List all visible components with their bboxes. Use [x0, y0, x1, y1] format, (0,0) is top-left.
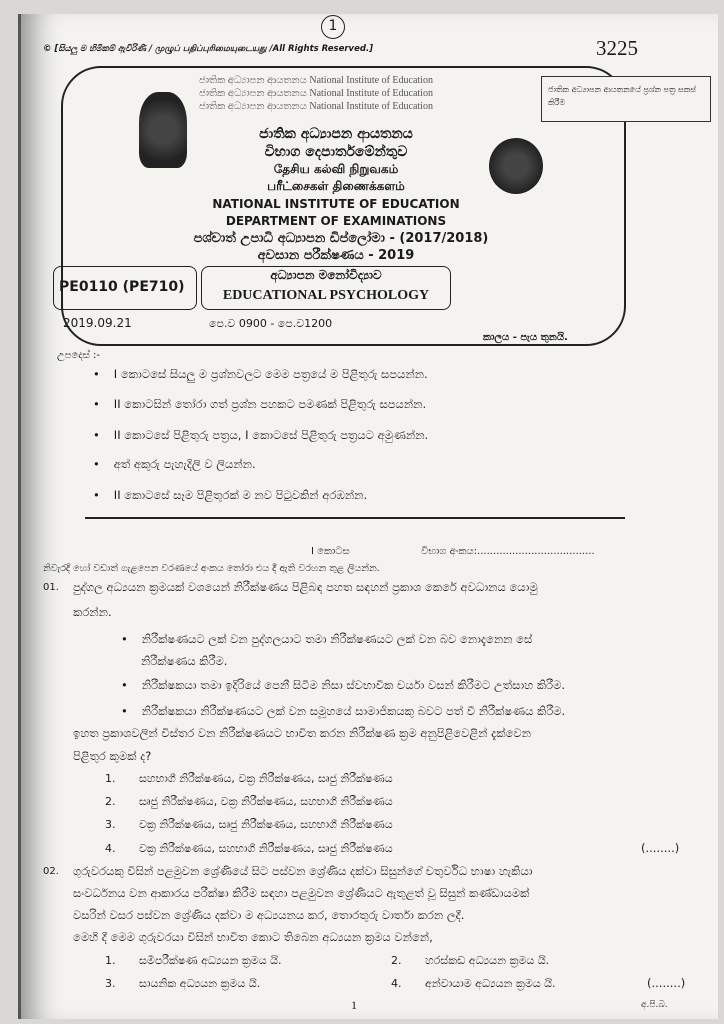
q1-statement: • නිරීක්ෂකයා තමා ඉදිරියේ පෙනී සිටීම නිසා ස්වභාවික චර්යා වසන් කිරීමට උත්සාහ කිරීම.	[121, 678, 565, 693]
institute-ta: தேசிய கல்வி நிறுவகம்	[273, 162, 399, 176]
option-text: අන්වායාම අධ්‍යයන ක්‍රමය යි.	[425, 977, 556, 990]
option-number: 3.	[105, 977, 116, 990]
instructions-title: උපදෙස් :-	[57, 350, 100, 361]
part-direction: නිවැරදි හෝ වඩාත් ගැළපෙන වරණයේ අංකය තෝරා එය දී ඇති වරහන තුළ ලියන්න.	[43, 563, 380, 574]
q2-stem: සංවර්ධනය වන ආකාරය පරීක්ෂා කිරීම සඳහා පළමුවන ශ්‍රේණියට ඇතුළත් වූ සිසුන් කණ්ඩායමක්	[73, 886, 530, 900]
institute-en: NATIONAL INSTITUTE OF EDUCATION	[212, 197, 460, 211]
option-text: වක්‍ර නිරීක්ෂණය, සහභාගී නිරීක්ෂණය, සෘජු නිරීක්ෂණය	[139, 842, 393, 855]
watermark-line: ජාතික අධ්‍යාපන ආයතනය National Institute of Education	[199, 88, 433, 99]
q2-stem: වසරින් වසර පස්වන ශ්‍රේණිය දක්වා ම අධ්‍යයනය කර, තොරතුරු වාර්තා කරන ලදී.	[73, 908, 465, 922]
option-text: හරස්කඩ අධ්‍යයන ක්‍රමය යි.	[425, 954, 550, 967]
option-number: 4.	[391, 977, 402, 990]
q2-option-3	[105, 976, 260, 991]
divider	[85, 517, 625, 519]
watermark-line: ජාතික අධ්‍යාපන ආයතනය National Institute of Education	[199, 75, 433, 86]
handwritten-number: 3225	[596, 36, 638, 60]
q2-option-1	[105, 953, 282, 968]
option-number: 4.	[105, 842, 116, 855]
q2-number: 02.	[43, 866, 59, 877]
q1-option-2	[105, 794, 393, 809]
q1-option-4	[105, 841, 393, 856]
programme-title: පශ්චාත් උපාධි අධ්‍යාපන ඩිප්ලෝමා - (2017/2018)	[193, 231, 489, 246]
instruction-item: • II කොටසේ පිළිතුරු පත්‍රය, I කොටසේ පිළිතුරු පත්‍රයට අමුණන්න.	[93, 428, 428, 443]
option-number: 2.	[105, 795, 116, 808]
option-text: සෘජු නිරීක්ෂණය, වක්‍ර නිරීක්ෂණය, සහභාගී නිරීක්ෂණය	[139, 795, 393, 808]
q1-statement: • නිරීක්ෂකයා නිරීක්ෂණයට ලක් වන සමූහයේ සාමාජිකයකු බවට පත් වී නිරීක්ෂණය කිරීම.	[121, 704, 565, 719]
q1-stem: පුද්ගල අධ්‍යයන ක්‍රමයක් වශයෙන් නිරීක්ෂණය පිළිබඳ පහත සඳහන් ප්‍රකාශ කෙරේ අවධානය යොමු	[73, 580, 538, 594]
part-title: I කොටස	[311, 546, 350, 557]
option-text: සහභාගී නිරීක්ෂණය, වක්‍ර නිරීක්ෂණය, සෘජු නිරීක්ෂණය	[139, 772, 393, 785]
exam-date: 2019.09.21	[63, 316, 132, 330]
option-number: 3.	[105, 818, 116, 831]
q2-option-2	[391, 953, 549, 968]
q1-statement-cont: නිරීක්ෂණය කිරීම.	[141, 654, 228, 668]
nie-logo-icon	[489, 138, 543, 194]
department-si: විභාග දෙපාර්තමේන්තුව	[264, 144, 408, 160]
q1-option-1	[105, 771, 393, 786]
paper-code: PE0110 (PE710)	[59, 279, 185, 295]
q1-number: 01.	[43, 582, 59, 593]
institute-si: ජාතික අධ්‍යාපන ආයතනය	[259, 126, 413, 142]
exam-duration: කාලය - පැය තුනයි.	[483, 332, 568, 343]
option-number: 1.	[105, 772, 116, 785]
option-text: සායනික අධ්‍යයන ක්‍රමය යි.	[139, 977, 261, 990]
exam-time: පෙ.ව 0900 - පෙ.ව1200	[209, 317, 333, 330]
department-ta: பரீட்சைகள் திணைக்களம்	[267, 179, 405, 193]
page-number: 1	[351, 998, 357, 1012]
circled-page-mark: 1	[321, 15, 345, 39]
q1-question: ඉහත ප්‍රකාශවලින් විස්තර වන නිරීක්ෂණයට භාවිත කරන නිරීක්ෂණ ක්‍රම අනුපිළිවෙළින් දැක්වෙන	[73, 726, 532, 740]
q2-option-4	[391, 976, 556, 991]
option-text: වක්‍ර නිරීක්ෂණය, සෘජු නිරීක්ෂණය, සහභාගී නිරීක්ෂණය	[139, 818, 393, 831]
copyright-line: © [සියලු ම හිමිකම් ඇවිරිණි / முழுப் பதிப்புரிமையுடையது /All Rights Reserved.]	[43, 44, 374, 54]
option-number: 1.	[105, 954, 116, 967]
instruction-item: • II කොටසින් තෝරා ගත් ප්‍රශ්න පහකට පමණක් පිළිතුරු සපයන්න.	[93, 397, 426, 412]
watermark-line: ජාතික අධ්‍යාපන ආයතනය National Institute of Education	[199, 101, 433, 112]
watermark-text	[199, 74, 433, 113]
stamp-box: ජාතික අධ්‍යාපන ආයතනයේ ප්‍රශ්න පත්‍ර සකස් කිරීම	[541, 76, 711, 122]
q1-answer-blank[interactable]: (........)	[641, 841, 680, 855]
q2-question: මෙහි දී මෙම ගුරුවරයා විසින් භාවිත කොට තිබෙන අධ්‍යයන ක්‍රමය වන්නේ,	[73, 930, 433, 944]
turn-over-note: අ.පි.බ.	[641, 1000, 668, 1010]
department-en: DEPARTMENT OF EXAMINATIONS	[225, 214, 447, 228]
q1-question: පිළිතුර කුමක් ද?	[73, 749, 152, 763]
option-text: සමීපරීක්ෂණ අධ්‍යයන ක්‍රමය යි.	[139, 954, 282, 967]
option-number: 2.	[391, 954, 402, 967]
instruction-item: • අත් අකුරු පැහැදිලි ව ලියන්න.	[93, 457, 256, 472]
exam-page	[18, 14, 718, 1019]
q1-stem: කරන්න.	[73, 605, 112, 619]
instruction-item: • II කොටසේ සෑම පිළිතුරක් ම නව පිටුවකින් අරඹන්න.	[93, 488, 367, 503]
sri-lanka-emblem-icon	[139, 92, 187, 168]
q2-stem: ගුරුවරයකු විසින් පළමුවන ශ්‍රේණියේ සිට පස්වන ශ්‍රේණිය දක්වා සිසුන්ගේ චතුර්විධ භාෂා හැකියා	[73, 864, 533, 878]
q1-statement: • නිරීක්ෂණයට ලක් වන පුද්ගලයාට තමා නිරීක්ෂණයට ලක් වන බව නොදැනෙන සේ	[121, 632, 532, 647]
exam-title: අවසාන පරීක්ෂණය - 2019	[257, 248, 415, 263]
index-number-field[interactable]: විභාග අංකය:.....................................	[421, 546, 595, 557]
subject-en: EDUCATIONAL PSYCHOLOGY	[222, 288, 430, 303]
q1-option-3	[105, 817, 393, 832]
subject-si: අධ්‍යාපන මනෝවිද්‍යාව	[270, 268, 382, 282]
instruction-item: • I කොටසේ සියලු ම ප්‍රශ්නවලට මෙම පත්‍රයේ ම පිළිතුරු සපයන්න.	[93, 367, 428, 382]
q2-answer-blank[interactable]: (........)	[647, 976, 686, 990]
